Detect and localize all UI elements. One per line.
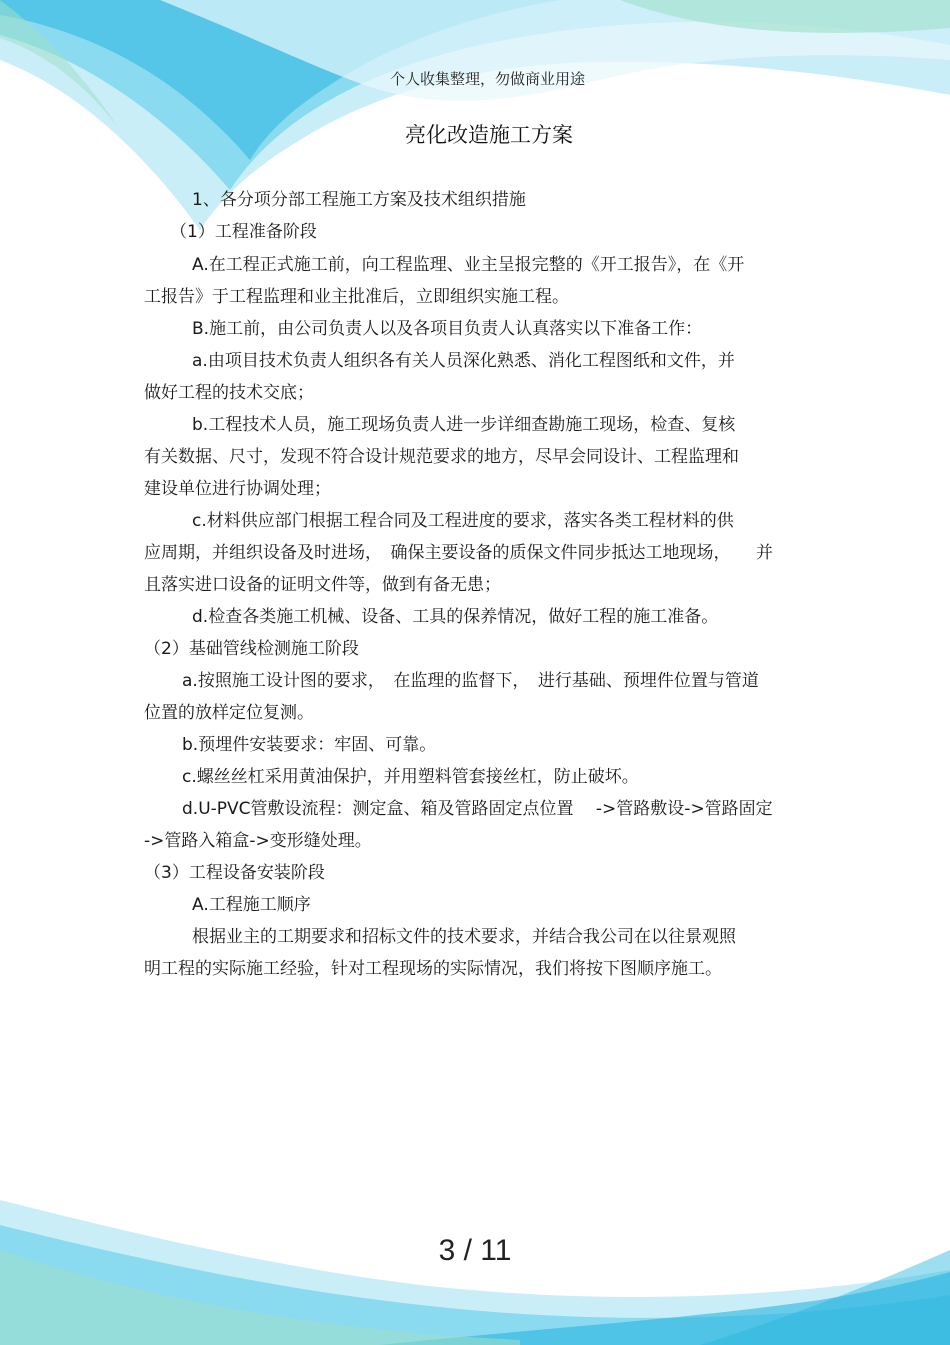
document-title: 亮化改造施工方案 — [405, 123, 573, 147]
paragraph-line: 工报告》于工程监理和业主批准后，立即组织实施工程。 — [144, 287, 569, 307]
paragraph-line: 应周期，并组织设备及时进场， 确保主要设备的质保文件同步抵达工地现场， 并 — [144, 543, 773, 563]
paragraph-line: d.U-PVC管敷设流程：测定盒、箱及管路固定点位置 ->管路敷设->管路固定 — [182, 799, 773, 819]
paragraph-line: B.施工前，由公司负责人以及各项目负责人认真落实以下准备工作： — [192, 319, 703, 339]
paragraph-line: A.工程施工顺序 — [192, 895, 311, 915]
paragraph-line: c.材料供应部门根据工程合同及工程进度的要求，落实各类工程材料的供 — [192, 511, 734, 531]
paragraph-line: b.工程技术人员，施工现场负责人进一步详细查勘施工现场，检查、复核 — [192, 415, 736, 435]
paragraph-line: d.检查各类施工机械、设备、工具的保养情况，做好工程的施工准备。 — [192, 607, 719, 627]
paragraph-line: 位置的放样定位复测。 — [144, 703, 314, 723]
paragraph-line: a.按照施工设计图的要求， 在监理的监督下， 进行基础、预埋件位置与管道 — [182, 671, 759, 691]
subsection-heading: （3）工程设备安装阶段 — [144, 863, 325, 883]
paragraph-line: 有关数据、尺寸，发现不符合设计规范要求的地方，尽早会同设计、工程监理和 — [144, 447, 739, 467]
paragraph-line: c.螺丝丝杠采用黄油保护，并用塑料管套接丝杠，防止破坏。 — [182, 767, 639, 787]
paragraph-line: b.预埋件安装要求：牢固、可靠。 — [182, 735, 437, 755]
paragraph-line: 明工程的实际施工经验，针对工程现场的实际情况，我们将按下图顺序施工。 — [144, 959, 722, 979]
paragraph-line: A.在工程正式施工前，向工程监理、业主呈报完整的《开工报告》，在《开 — [192, 255, 745, 275]
page-number: 3 / 11 — [438, 1234, 512, 1267]
paragraph-line: 建设单位进行协调处理； — [144, 479, 331, 499]
paragraph-line: 根据业主的工期要求和招标文件的技术要求，并结合我公司在以往景观照 — [192, 927, 736, 947]
subsection-heading: （1）工程准备阶段 — [170, 222, 317, 242]
subsection-heading: （2）基础管线检测施工阶段 — [144, 639, 359, 659]
paragraph-line: 做好工程的技术交底； — [144, 383, 314, 403]
section-heading: 1、各分项分部工程施工方案及技术组织措施 — [192, 190, 526, 210]
paragraph-line: a.由项目技术负责人组织各有关人员深化熟悉、消化工程图纸和文件，并 — [192, 351, 735, 371]
paragraph-line: ->管路入箱盒->变形缝处理。 — [144, 831, 372, 851]
header-note: 个人收集整理，勿做商业用途 — [389, 70, 585, 88]
paragraph-line: 且落实进口设备的证明文件等，做到有备无患； — [144, 575, 501, 595]
